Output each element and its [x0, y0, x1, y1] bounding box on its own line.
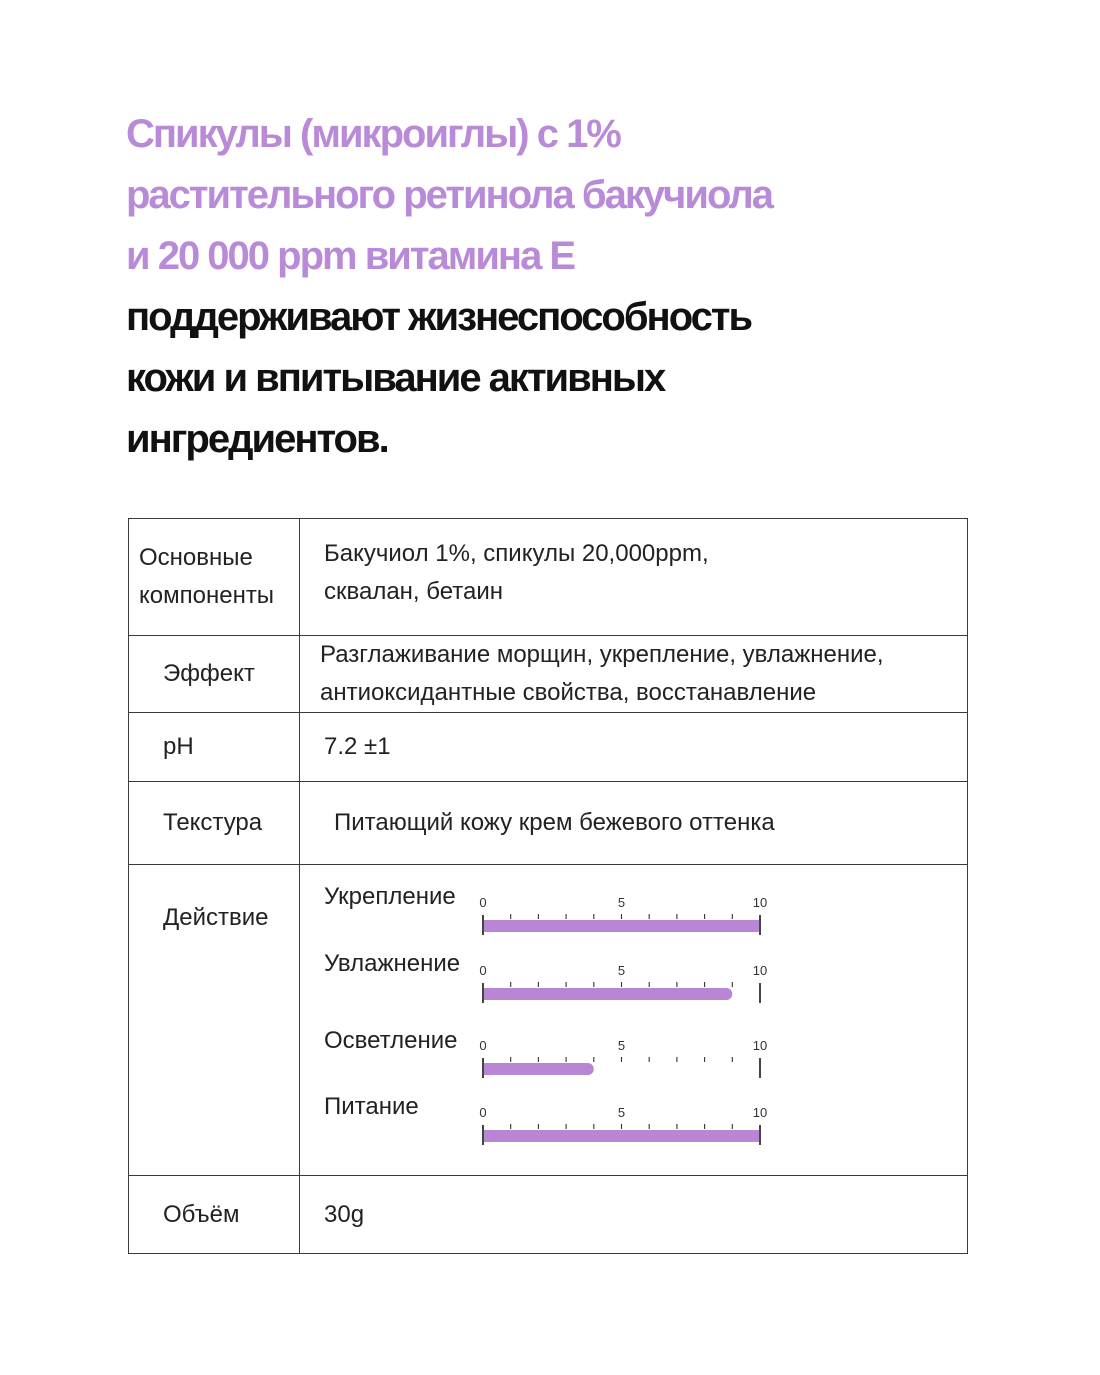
spec-table — [128, 518, 968, 1254]
scale-label: 5 — [617, 963, 626, 978]
volume-value: 30g — [324, 1200, 365, 1228]
action-name: Укрепление — [324, 883, 456, 910]
effect-value-line-1: Разглаживание морщин, укрепление, увлажнение, — [320, 641, 884, 668]
scale-bar — [483, 988, 732, 1000]
row-texture — [129, 782, 968, 865]
headline-accent-line-1: Спикулы (микроиглы) с 1% — [126, 112, 620, 156]
volume-label-cell — [129, 1176, 300, 1254]
action-scales — [300, 865, 967, 1175]
action-label-cell — [129, 865, 300, 1176]
scale-label: 10 — [752, 895, 768, 910]
scale-label: 0 — [479, 895, 487, 910]
scale-bar-start — [483, 988, 491, 1000]
components-label-cell — [129, 519, 300, 636]
scale-svg — [479, 1105, 773, 1155]
volume-label: Объём — [163, 1200, 240, 1228]
scale-label: 0 — [479, 1038, 487, 1053]
scale-svg — [479, 963, 773, 1013]
headline-accent-line-3: и 20 000 ppm витамина E — [126, 234, 575, 278]
effect-label-cell — [129, 636, 300, 713]
action-scale — [479, 1038, 768, 1090]
volume-value-cell — [300, 1176, 968, 1254]
scale-label: 10 — [752, 963, 768, 978]
scale-svg — [479, 1038, 773, 1088]
scale-bar — [483, 1130, 760, 1142]
row-volume — [129, 1176, 968, 1254]
texture-label-cell — [129, 782, 300, 865]
action-scale — [479, 1105, 768, 1157]
headline-accent-line-2: растительного ретинола бакучиола — [126, 173, 773, 217]
scale-label: 0 — [479, 1105, 487, 1120]
effect-label: Эффект — [163, 660, 255, 687]
action-scale — [479, 963, 768, 1015]
action-label: Действие — [163, 904, 269, 931]
scale-label: 5 — [617, 1105, 626, 1120]
texture-value-cell — [300, 782, 968, 865]
scale-label: 5 — [617, 895, 626, 910]
scale-label: 0 — [479, 963, 487, 978]
ph-value: 7.2 ±1 — [324, 733, 391, 760]
texture-value: Питающий кожу крем бежевого оттенка — [334, 809, 775, 836]
effect-value-line-2: антиоксидантные свойства, восстанавление — [320, 679, 817, 706]
headline-dark-line-2: кожи и впитывание активных — [126, 356, 665, 400]
headline — [126, 104, 886, 470]
components-label-line-1: Основные — [139, 544, 253, 571]
scale-label: 10 — [752, 1038, 768, 1053]
scale-bar-start — [483, 1063, 491, 1075]
row-effect — [129, 636, 968, 713]
action-name: Питание — [324, 1093, 419, 1120]
scale-label: 10 — [752, 1105, 768, 1120]
scale-label: 5 — [617, 1038, 626, 1053]
components-value-line-1: Бакучиол 1%, спикулы 20,000ppm, — [324, 540, 709, 567]
ph-label: pH — [163, 733, 194, 760]
components-value-line-2: сквалан, бетаин — [324, 578, 504, 605]
action-value-cell — [300, 865, 968, 1176]
headline-dark-line-1: поддерживают жизнеспособность — [126, 295, 752, 339]
components-value-cell — [300, 519, 968, 636]
row-action — [129, 865, 968, 1176]
headline-dark-line-3: ингредиентов. — [126, 417, 388, 461]
action-name: Увлажнение — [324, 950, 461, 977]
texture-label: Текстура — [163, 809, 263, 836]
action-name: Осветление — [324, 1027, 458, 1054]
row-ph — [129, 713, 968, 782]
ph-label-cell — [129, 713, 300, 782]
row-components — [129, 519, 968, 636]
scale-bar — [483, 1063, 594, 1075]
effect-value-cell — [300, 636, 968, 713]
components-label-line-2: компоненты — [139, 582, 275, 609]
ph-value-cell — [300, 713, 968, 782]
